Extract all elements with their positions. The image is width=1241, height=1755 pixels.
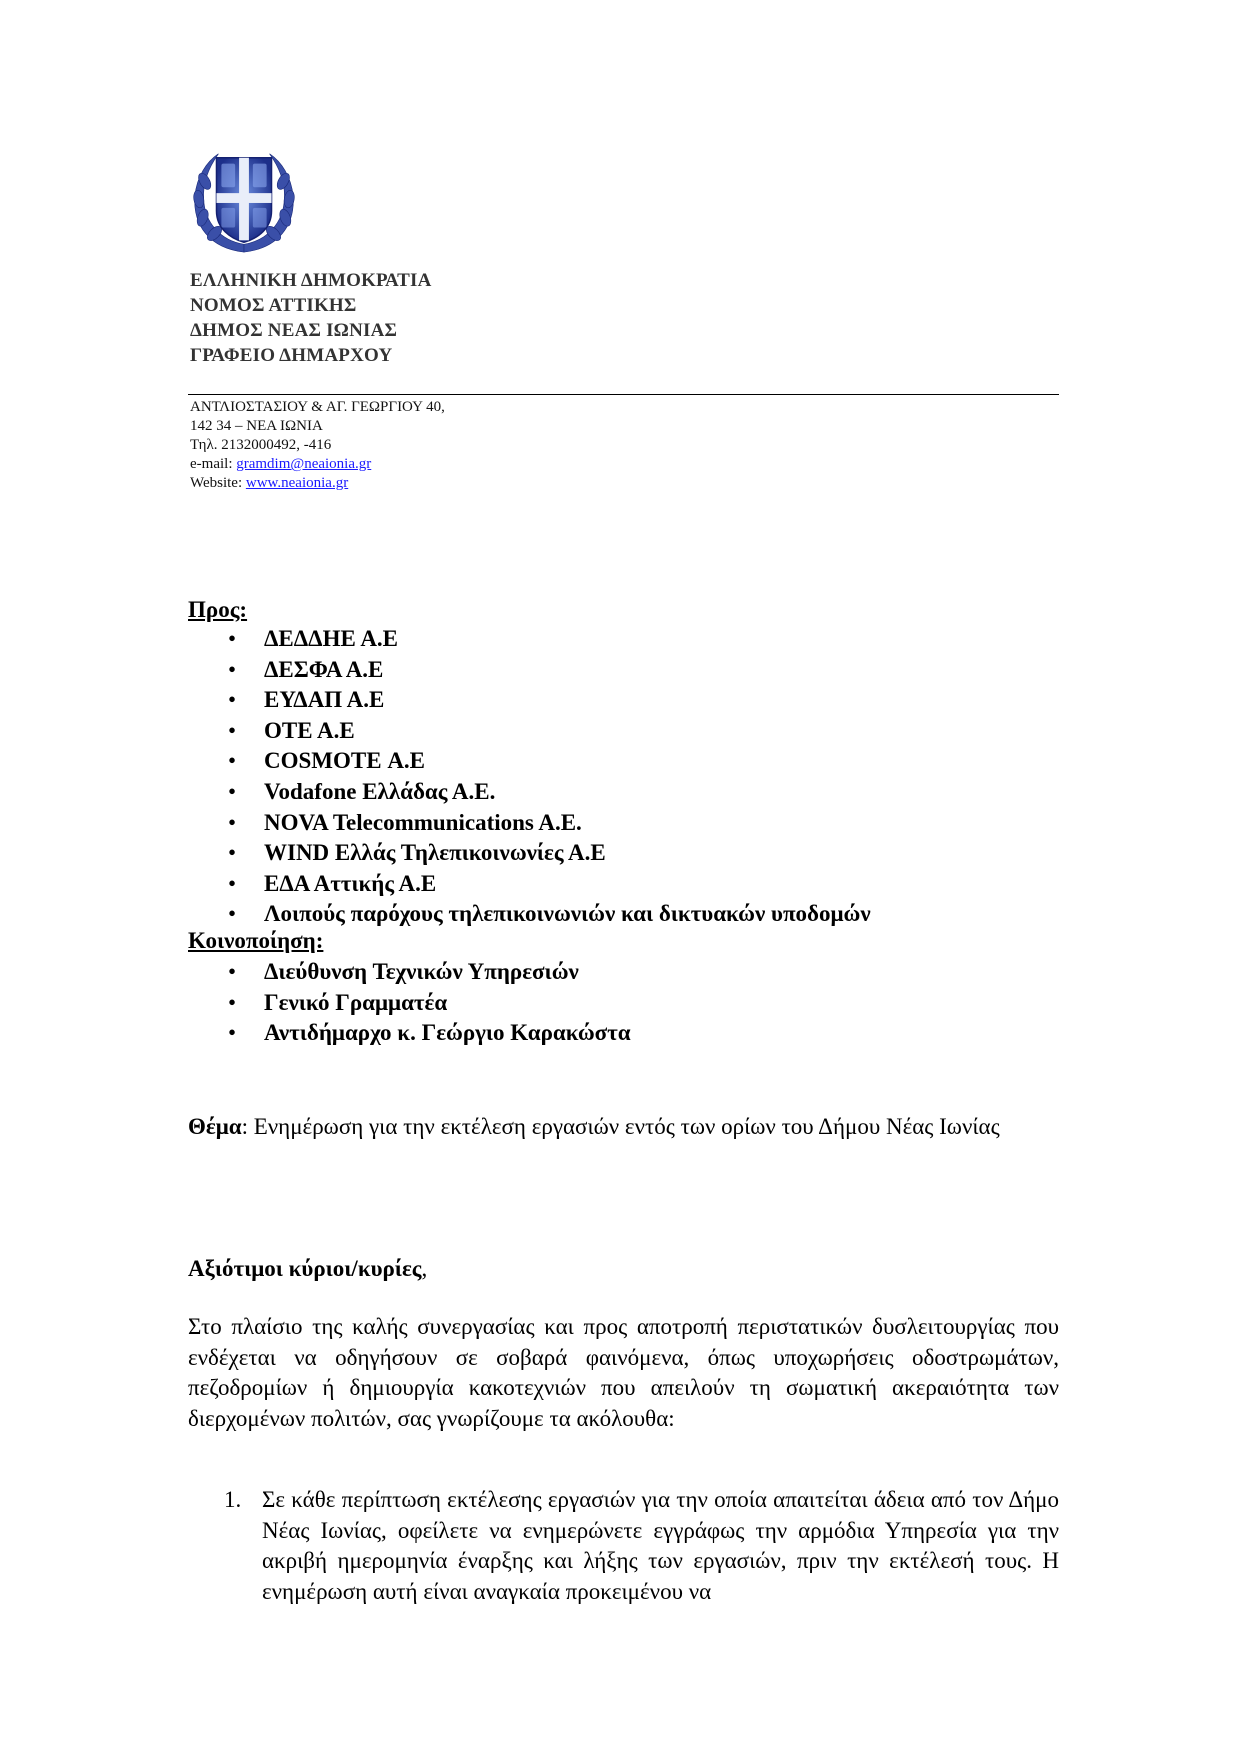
list-item: • ΕΔΑ Αττικής Α.Ε xyxy=(228,869,871,900)
greeting-text: Αξιότιμοι κύριοι/κυρίες xyxy=(188,1256,422,1281)
coat-of-arms-logo xyxy=(185,142,303,260)
email-label: e-mail: xyxy=(190,456,237,472)
recipients-title: Προς: xyxy=(188,597,248,622)
list-item: • NOVA Telecommunications A.E. xyxy=(228,808,871,839)
header-line: ΔΗΜΟΣ ΝΕΑΣ ΙΩΝΙΑΣ xyxy=(190,320,398,341)
contact-block xyxy=(190,398,445,493)
greeting-suffix: , xyxy=(421,1256,428,1281)
list-item: • Διεύθυνση Τεχνικών Υπηρεσιών xyxy=(228,957,631,988)
list-item: • ΔΕΔΔΗΕ Α.Ε xyxy=(228,624,871,655)
greeting xyxy=(188,1253,427,1285)
contact-postal: 142 34 – ΝΕΑ ΙΩΝΙΑ xyxy=(190,418,323,434)
list-item: • Λοιπούς παρόχους τηλεπικοινωνιών και δικτυακών υποδομών xyxy=(228,899,871,930)
header-divider xyxy=(188,394,1059,395)
subject-label: Θέμα xyxy=(188,1114,242,1139)
email-link[interactable]: gramdim@neaionia.gr xyxy=(236,456,372,472)
cc-list xyxy=(228,957,631,1049)
point-number: 1. xyxy=(224,1487,242,1512)
list-item: • Γενικό Γραμματέα xyxy=(228,988,631,1019)
header-line: ΝΟΜΟΣ ΑΤΤΙΚΗΣ xyxy=(190,295,357,316)
website-link[interactable]: www.neaionia.gr xyxy=(245,475,349,491)
list-item: • WIND Ελλάς Τηλεπικοινωνίες Α.Ε xyxy=(228,838,871,869)
point-text: Σε κάθε περίπτωση εκτέλεσης εργασιών για την οποία απαιτείται άδεια από τον Δήμο Νέας Ιωνίας, οφείλετε να ενημερώνετε εγγράφως την αρμόδια Υπηρεσία για την ακριβή ημερομηνία έναρξης και λήξης των εργασιών, πριν την εκτέλεσή τους. Η ενημέρωση αυτή είναι αναγκαία προκειμένου να xyxy=(262,1487,1059,1604)
header-line: ΓΡΑΦΕΙΟ ΔΗΜΑΡΧΟΥ xyxy=(190,345,393,366)
contact-website-line xyxy=(190,474,445,493)
list-item: • ΟΤΕ Α.Ε xyxy=(228,716,871,747)
list-item: • Αντιδήμαρχο κ. Γεώργιο Καρακώστα xyxy=(228,1018,631,1049)
organization-header xyxy=(190,268,432,368)
intro-paragraph: Στο πλαίσιο της καλής συνεργασίας και προς αποτροπή περιστατικών δυσλειτουργίας που ενδέχεται να οδηγήσουν σε σοβαρά φαινόμενα, όπως υποχωρήσεις οδοστρωμάτων, πεζοδρομίων ή δημιουργία κακοτεχνιών που απειλούν τη σωματική ακεραιότητα των διερχομένων πολιτών, σας γνωρίζουμε τα ακόλουθα: xyxy=(188,1314,1059,1431)
recipients-list xyxy=(228,624,871,930)
list-item: • ΕΥΔΑΠ Α.Ε xyxy=(228,685,871,716)
contact-email-line xyxy=(190,455,445,474)
header-line: ΕΛΛΗΝΙΚΗ ΔΗΜΟΚΡΑΤΙΑ xyxy=(190,270,432,291)
list-item: • COSMOTE Α.Ε xyxy=(228,746,871,777)
points-list xyxy=(220,1485,1059,1607)
website-label: Website: xyxy=(190,475,246,491)
subject-text: : Ενημέρωση για την εκτέλεση εργασιών εντός των ορίων του Δήμου Νέας Ιωνίας xyxy=(241,1114,1000,1139)
cc-title: Κοινοποίηση: xyxy=(188,928,324,953)
list-item: • Vodafone Ελλάδας Α.Ε. xyxy=(228,777,871,808)
list-item: • ΔΕΣΦΑ Α.Ε xyxy=(228,655,871,686)
contact-address: ΑΝΤΛΙΟΣΤΑΣΙΟΥ & ΑΓ. ΓΕΩΡΓΙΟΥ 40, xyxy=(190,399,445,415)
subject-line xyxy=(188,1111,1048,1143)
contact-phone: Τηλ. 2132000492, -416 xyxy=(190,437,332,453)
list-item xyxy=(220,1485,1059,1607)
